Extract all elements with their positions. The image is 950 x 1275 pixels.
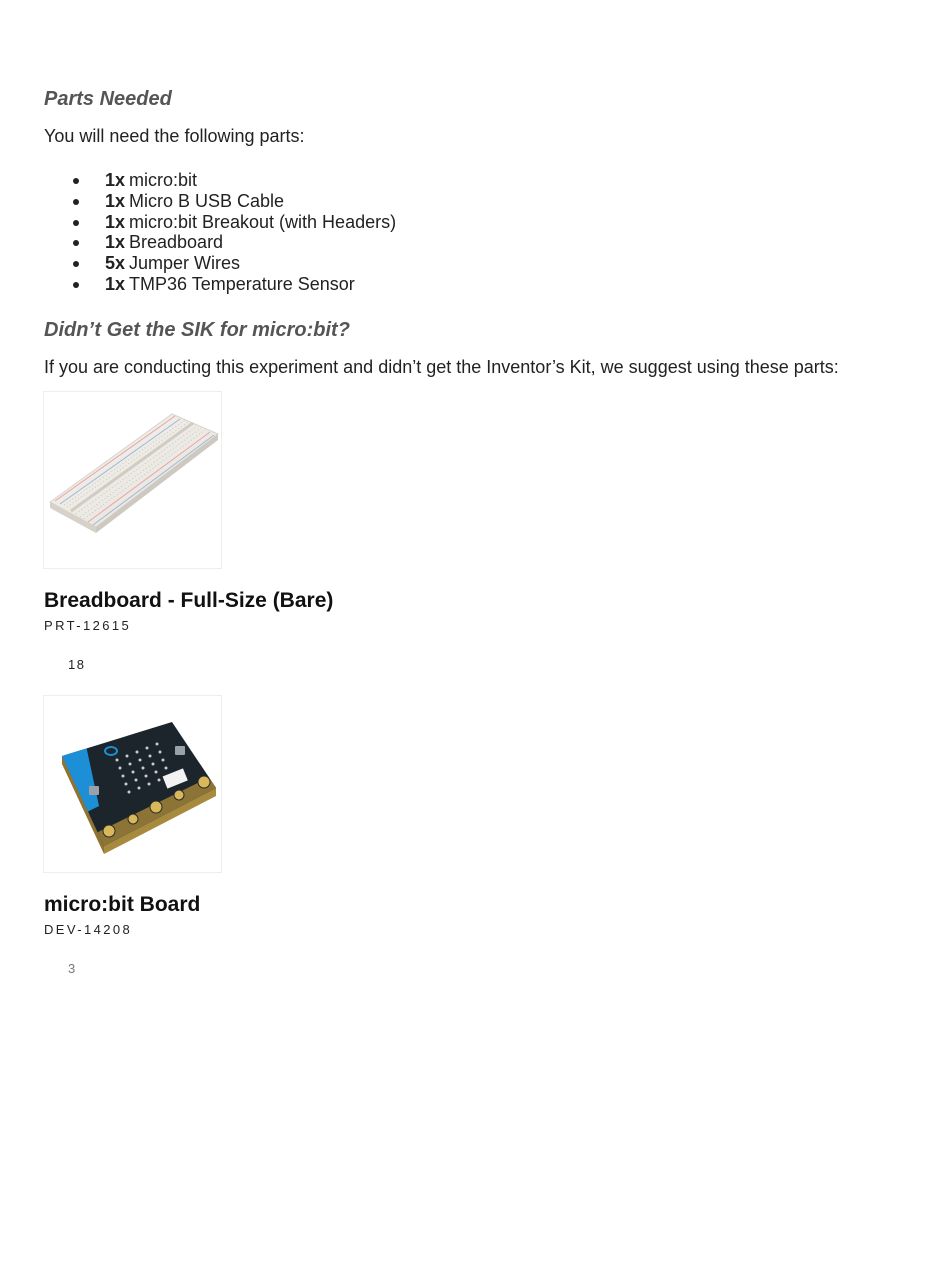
- no-sik-intro: If you are conducting this experiment and didn’t get the Inventor’s Kit, we suggest using these parts:: [44, 357, 839, 377]
- item-quantity: 1x: [105, 190, 126, 211]
- microbit-board-icon: [44, 696, 222, 873]
- item-quantity: 1x: [105, 273, 126, 294]
- item-name: Breadboard: [129, 232, 224, 253]
- item-name: micro:bit Breakout (with Headers): [129, 211, 397, 232]
- bullet-icon: [73, 220, 79, 226]
- item-name: TMP36 Temperature Sensor: [129, 273, 355, 294]
- item-name: Micro B USB Cable: [129, 190, 285, 211]
- item-name: Jumper Wires: [129, 253, 241, 274]
- microbit-board-image[interactable]: [43, 695, 222, 873]
- product-title[interactable]: micro:bit Board: [44, 893, 201, 916]
- bullet-icon: [73, 178, 79, 184]
- item-quantity: 5x: [105, 253, 126, 274]
- product-sku: DEV-14208: [44, 922, 133, 937]
- bullet-icon: [73, 282, 79, 288]
- breadboard-icon: [44, 392, 222, 569]
- product-title[interactable]: Breadboard - Full-Size (Bare): [44, 589, 334, 612]
- parts-needed-intro: You will need the following parts:: [44, 126, 305, 146]
- product-sku: PRT-12615: [44, 618, 132, 633]
- breadboard-image[interactable]: [43, 391, 222, 569]
- item-quantity: 1x: [105, 211, 126, 232]
- product-count: 18: [68, 657, 86, 672]
- bullet-icon: [73, 199, 79, 205]
- bullet-icon: [73, 261, 79, 267]
- item-name: micro:bit: [129, 170, 198, 190]
- product-count: 3: [68, 961, 77, 976]
- no-sik-heading: Didn’t Get the SIK for micro:bit?: [44, 319, 350, 341]
- parts-needed-heading: Parts Needed: [44, 88, 172, 110]
- bullet-icon: [73, 240, 79, 246]
- item-quantity: 1x: [105, 170, 126, 190]
- item-quantity: 1x: [105, 232, 126, 253]
